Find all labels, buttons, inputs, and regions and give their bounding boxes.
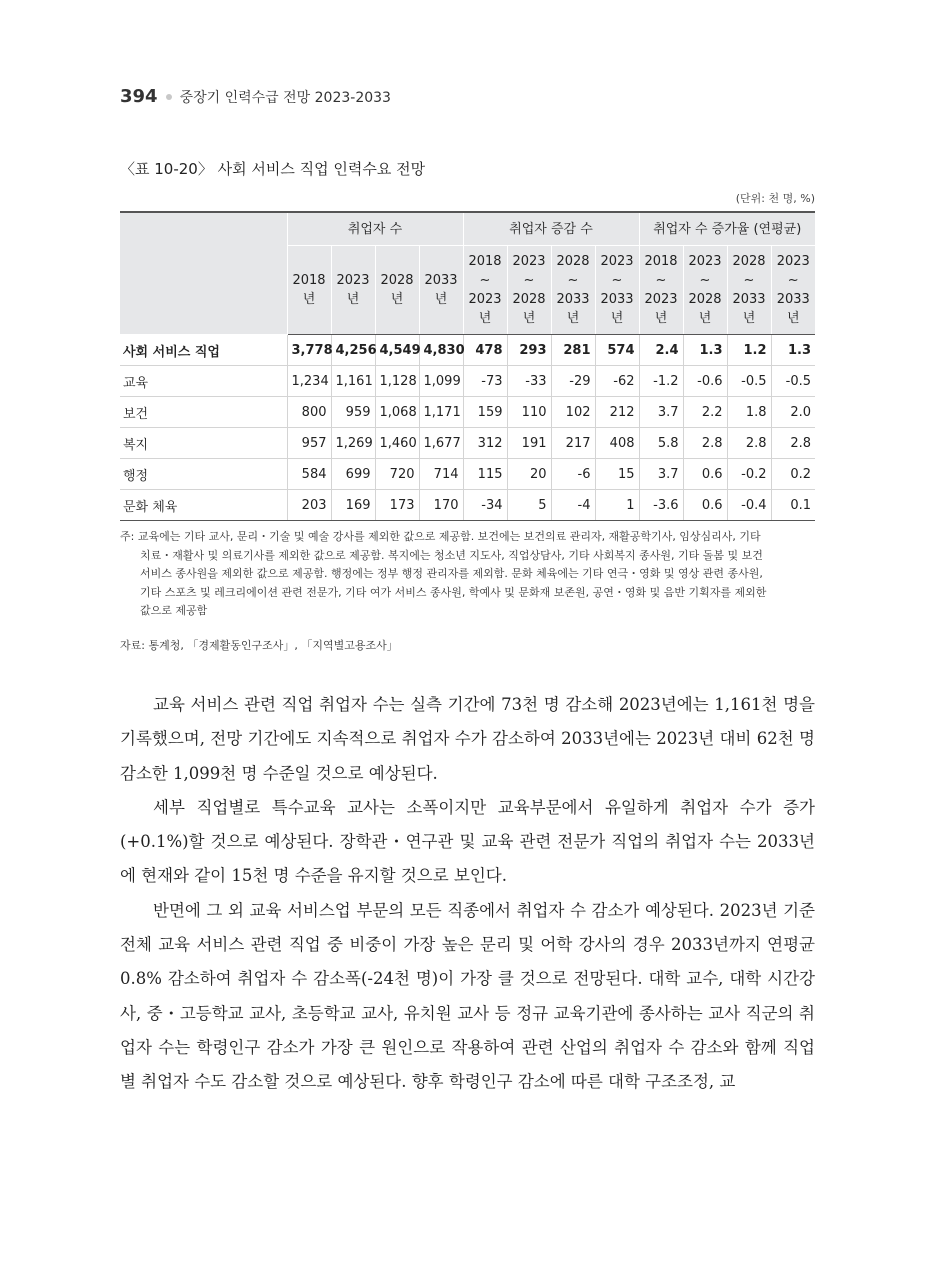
period-end: 2028 (512, 292, 546, 307)
year-label: 2033 (424, 273, 458, 288)
table-cell: -73 (463, 366, 507, 397)
table-cell: 3,778 (287, 335, 331, 366)
col-header-period (551, 246, 595, 335)
row-label: 행정 (120, 459, 287, 490)
table-row (120, 490, 815, 521)
period-tilde: ~ (479, 273, 491, 288)
body-text (120, 688, 815, 1100)
paragraph: 세부 직업별로 특수교육 교사는 소폭이지만 교육부문에서 유일하게 취업자 수가 증가(+0.1%)할 것으로 예상된다. 장학관・연구관 및 교육 관련 전문가 직업의 취업자 수는 2033년에 현재와 같이 15천 명 수준을 유지할 것으로 보인다. (120, 797, 815, 886)
table-cell: -0.4 (727, 490, 771, 521)
table-cell: -29 (551, 366, 595, 397)
period-suffix: 년 (610, 311, 624, 326)
row-label: 사회 서비스 직업 (120, 335, 287, 366)
col-header-period (639, 246, 683, 335)
table-cell: 3.7 (639, 397, 683, 428)
table-source: 자료: 통계청, 「경제활동인구조사」, 「지역별고용조사」 (120, 639, 398, 652)
table-cell: 959 (331, 397, 375, 428)
table-cell: 1,099 (419, 366, 463, 397)
table-cell: -34 (463, 490, 507, 521)
table-cell: 1,234 (287, 366, 331, 397)
col-header-period (683, 246, 727, 335)
table-cell: 191 (507, 428, 551, 459)
row-label: 교육 (120, 366, 287, 397)
period-start: 2023 (600, 254, 634, 269)
col-header-period (727, 246, 771, 335)
table-cell: 2.2 (683, 397, 727, 428)
table-cell: 170 (419, 490, 463, 521)
table-cell: 1.8 (727, 397, 771, 428)
table-cell: -3.6 (639, 490, 683, 521)
table-cell: 1,460 (375, 428, 419, 459)
note-line: 서비스 종사원을 제외한 값으로 제공함. 행정에는 정부 행정 관리자를 제외함. 문화 체육에는 기타 연극・영화 및 영상 관련 종사원, (140, 567, 763, 580)
period-suffix: 년 (654, 311, 668, 326)
period-tilde: ~ (567, 273, 579, 288)
table-cell: -33 (507, 366, 551, 397)
table-cell: -4 (551, 490, 595, 521)
table-cell: -0.2 (727, 459, 771, 490)
table-cell: 20 (507, 459, 551, 490)
bullet-dot-icon (166, 94, 172, 100)
period-suffix: 년 (478, 311, 492, 326)
table-cell: 699 (331, 459, 375, 490)
table-unit: (단위: 천 명, %) (735, 192, 815, 205)
period-tilde: ~ (655, 273, 667, 288)
table-cell: 584 (287, 459, 331, 490)
table-cell: 957 (287, 428, 331, 459)
table-cell: 1.2 (727, 335, 771, 366)
year-suffix: 년 (390, 292, 404, 307)
table-cell: 281 (551, 335, 595, 366)
table-cell: 110 (507, 397, 551, 428)
table-cell: 293 (507, 335, 551, 366)
col-header-period (463, 246, 507, 335)
period-suffix: 년 (698, 311, 712, 326)
table-cell: 2.8 (771, 428, 815, 459)
period-tilde: ~ (699, 273, 711, 288)
table-cell: 169 (331, 490, 375, 521)
note-line: 치료・재활사 및 의료기사를 제외한 값으로 제공함. 복지에는 청소년 지도사, 직업상담사, 기타 사회복지 종사원, 기타 돌봄 및 보건 (140, 548, 763, 562)
table-row (120, 459, 815, 490)
table-row (120, 335, 815, 366)
header-corner (120, 212, 287, 335)
group-header-growth-rate: 취업자 수 증가율 (연평균) (639, 212, 815, 246)
year-suffix: 년 (434, 292, 448, 307)
table-cell: 1 (595, 490, 639, 521)
table-cell: 115 (463, 459, 507, 490)
table-cell: 720 (375, 459, 419, 490)
table-cell: 714 (419, 459, 463, 490)
year-label: 2018 (292, 273, 326, 288)
table-cell: 203 (287, 490, 331, 521)
table-row (120, 397, 815, 428)
period-start: 2023 (688, 254, 722, 269)
group-header-employment: 취업자 수 (287, 212, 463, 246)
table-cell: -6 (551, 459, 595, 490)
table-cell: 408 (595, 428, 639, 459)
table-cell: 0.1 (771, 490, 815, 521)
col-header-year (375, 246, 419, 335)
table-cell: 3.7 (639, 459, 683, 490)
table-cell: 1,068 (375, 397, 419, 428)
table-cell: 574 (595, 335, 639, 366)
period-end: 2033 (556, 292, 590, 307)
period-suffix: 년 (742, 311, 756, 326)
table-cell: 2.8 (727, 428, 771, 459)
table-row (120, 428, 815, 459)
table-cell: 173 (375, 490, 419, 521)
table-cell: 15 (595, 459, 639, 490)
page-number: 394 (120, 86, 158, 107)
period-tilde: ~ (743, 273, 755, 288)
workforce-demand-table (120, 211, 815, 521)
table-cell: 478 (463, 335, 507, 366)
period-end: 2023 (644, 292, 678, 307)
table-cell: 1,677 (419, 428, 463, 459)
col-header-year (331, 246, 375, 335)
table-note (120, 528, 820, 621)
table-cell: 0.6 (683, 490, 727, 521)
col-header-period (771, 246, 815, 335)
table-cell: 4,256 (331, 335, 375, 366)
table-cell: 1.3 (771, 335, 815, 366)
table-cell: 2.0 (771, 397, 815, 428)
note-line: 값으로 제공함 (140, 604, 208, 617)
period-end: 2028 (688, 292, 722, 307)
table-cell: 212 (595, 397, 639, 428)
table-cell: 2.4 (639, 335, 683, 366)
year-label: 2028 (380, 273, 414, 288)
table-cell: 0.2 (771, 459, 815, 490)
col-header-period (507, 246, 551, 335)
table-cell: 0.6 (683, 459, 727, 490)
period-tilde: ~ (787, 273, 799, 288)
note-line: 기타 스포츠 및 레크리에이션 관련 전문가, 기타 여가 서비스 종사원, 학예사 및 문화재 보존원, 공연・영화 및 음반 기획자를 제외한 (140, 585, 767, 599)
table-cell: -62 (595, 366, 639, 397)
table-cell: 1,269 (331, 428, 375, 459)
table-cell: 800 (287, 397, 331, 428)
table-cell: -0.5 (771, 366, 815, 397)
table-caption: 〈표 10-20〉 사회 서비스 직업 인력수요 전망 (120, 160, 426, 178)
table-cell: 312 (463, 428, 507, 459)
row-label: 보건 (120, 397, 287, 428)
row-label: 복지 (120, 428, 287, 459)
col-header-period (595, 246, 639, 335)
table-cell: 217 (551, 428, 595, 459)
col-header-year (287, 246, 331, 335)
group-header-change: 취업자 증감 수 (463, 212, 639, 246)
table-cell: -0.5 (727, 366, 771, 397)
table-cell: 1,128 (375, 366, 419, 397)
col-header-year (419, 246, 463, 335)
period-tilde: ~ (611, 273, 623, 288)
period-suffix: 년 (522, 311, 536, 326)
year-label: 2023 (336, 273, 370, 288)
period-start: 2028 (732, 254, 766, 269)
period-suffix: 년 (786, 311, 800, 326)
period-end: 2023 (468, 292, 502, 307)
period-end: 2033 (600, 292, 634, 307)
table-cell: 1.3 (683, 335, 727, 366)
period-end: 2033 (776, 292, 810, 307)
table-cell: 4,830 (419, 335, 463, 366)
table-cell: 5.8 (639, 428, 683, 459)
period-start: 2018 (644, 254, 678, 269)
note-line: 주: 교육에는 기타 교사, 문리・기술 및 예술 강사를 제외한 값으로 제공함. 보건에는 보건의료 관리자, 재활공학기사, 임상심리사, 기타 (120, 530, 761, 543)
period-start: 2028 (556, 254, 590, 269)
table-cell: 5 (507, 490, 551, 521)
table-cell: -0.6 (683, 366, 727, 397)
table-cell: 159 (463, 397, 507, 428)
paragraph: 반면에 그 외 교육 서비스업 부문의 모든 직종에서 취업자 수 감소가 예상된다. 2023년 기준 전체 교육 서비스 관련 직업 중 비중이 가장 높은 문리 및 어학 강사의 경우 2033년까지 연평균 0.8% 감소하여 취업자 수 감소폭(-24천 명)이 가장 클 것으로 전망된다. 대학 교수, 대학 시간강사, 중・고등학교 교사, 초등학교 교사, 유치원 교사 등 정규 교육기관에 종사하는 교사 직군의 취업자 수는 학령인구 감소가 가장 큰 원인으로 작용하여 관련 산업의 취업자 수 감소와 함께 직업별 취업자 수도 감소할 것으로 예상된다. 향후 학령인구 감소에 따른 대학 구조조정, 교 (120, 900, 815, 1092)
table-cell: 102 (551, 397, 595, 428)
running-header (120, 86, 391, 107)
paragraph: 교육 서비스 관련 직업 취업자 수는 실측 기간에 73천 명 감소해 2023년에는 1,161천 명을 기록했으며, 전망 기간에도 지속적으로 취업자 수가 감소하여 2033년에는 2023년 대비 62천 명 감소한 1,099천 명 수준일 것으로 예상된다. (120, 695, 815, 783)
table-cell: 4,549 (375, 335, 419, 366)
row-label: 문화 체육 (120, 490, 287, 521)
table-cell: 1,171 (419, 397, 463, 428)
period-suffix: 년 (566, 311, 580, 326)
table-cell: 1,161 (331, 366, 375, 397)
period-start: 2023 (776, 254, 810, 269)
period-tilde: ~ (523, 273, 535, 288)
table-row (120, 366, 815, 397)
year-suffix: 년 (346, 292, 360, 307)
running-title: 중장기 인력수급 전망 2023-2033 (179, 90, 391, 106)
period-start: 2023 (512, 254, 546, 269)
period-start: 2018 (468, 254, 502, 269)
table-cell: 2.8 (683, 428, 727, 459)
period-end: 2033 (732, 292, 766, 307)
table-cell: -1.2 (639, 366, 683, 397)
year-suffix: 년 (302, 292, 316, 307)
